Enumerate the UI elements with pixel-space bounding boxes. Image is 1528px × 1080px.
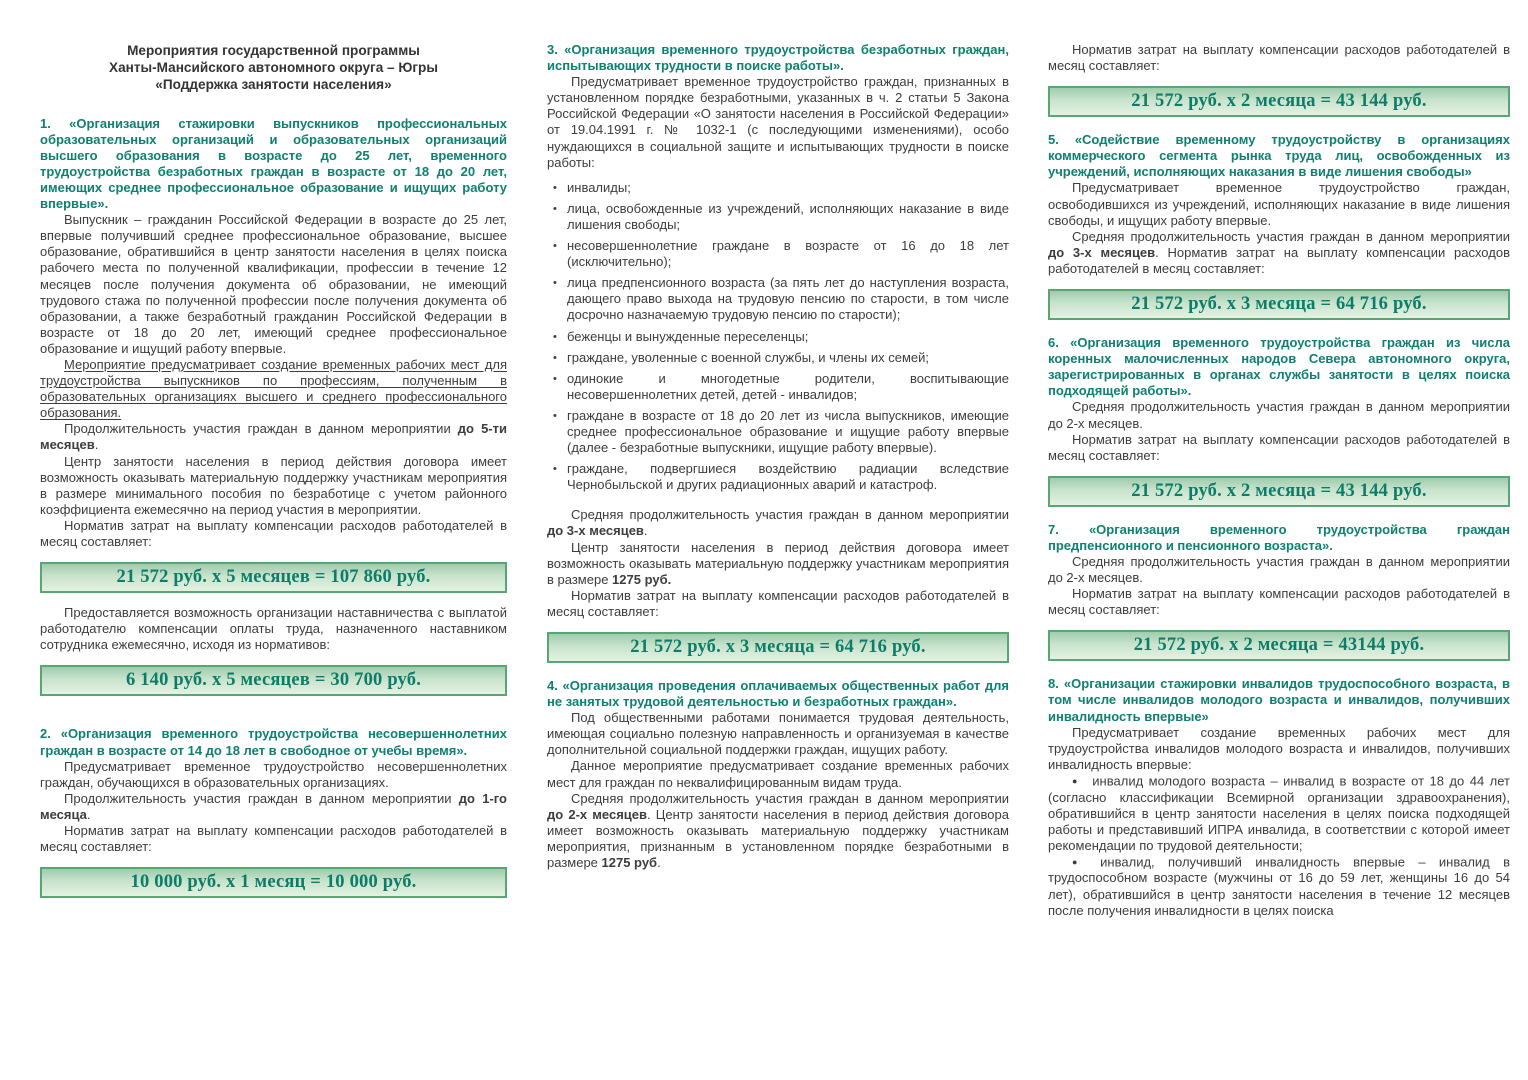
bold-text: до 3-х месяцев — [1048, 244, 1156, 260]
text-segment: Центр занятости населения в период действия договора имеет возможность оказывать материальную поддержку участникам мероприятия в размере — [547, 539, 1009, 587]
list-item-text: беженцы и вынужденные переселенцы; — [567, 328, 809, 344]
list-item-text: граждане, подвергшиеся воздействию радиации вследствие Чернобыльской и других радиационных аварий и катастроф. — [567, 461, 1009, 493]
bold-text: до 5-ти месяцев — [40, 421, 507, 453]
payment-formula-box-3: 10 000 руб. х 1 месяц = 10 000 руб. — [40, 867, 507, 898]
document-title — [40, 42, 507, 94]
section-1-duration-paragraph — [40, 421, 507, 453]
section-5-duration-paragraph — [1048, 229, 1510, 277]
list-item — [547, 275, 1009, 323]
list-item — [547, 180, 1009, 196]
section-4-heading: 4. «Организация проведения оплачиваемых общественных работ для не занятых трудовой деятельностью и безработных граждан». — [547, 678, 1009, 710]
bold-text: 1275 руб — [601, 855, 658, 871]
title-line-3: «Поддержка занятости населения» — [155, 77, 392, 93]
bullet-icon: • — [553, 351, 557, 364]
payment-formula-box-1: 21 572 руб. х 5 месяцев = 107 860 руб. — [40, 562, 507, 593]
section-6-duration-paragraph: Средняя продолжительность участия граждан в данном мероприятии до 2-х месяцев. — [1048, 399, 1510, 431]
section-4-duration-paragraph — [547, 791, 1009, 871]
bullet-icon: • — [553, 277, 557, 290]
section-3-support-paragraph — [547, 540, 1009, 588]
payment-formula-box-4: 21 572 руб. х 3 месяца = 64 716 руб. — [547, 632, 1009, 663]
bullet-icon: • — [553, 409, 557, 422]
section-5-heading: 5. «Содействие временному трудоустройству в организациях коммерческого сегмента рынка труда лиц, освобожденных из учреждений, исполняющих наказания в виде лишения свободы» — [1048, 132, 1510, 180]
list-item-text: инвалиды; — [567, 179, 631, 195]
title-line-1: Мероприятия государственной программы — [127, 43, 420, 58]
section-1-underlined-paragraph: Мероприятие предусматривает создание временных рабочих мест для трудоустройства выпускников по профессиям, полученным в образовательных организациях высшего и среднего профессионального образования. — [40, 357, 507, 421]
text-segment: Продолжительность участия граждан в данном мероприятии — [64, 421, 458, 437]
section-8-description-paragraph: Предусматривает создание временных рабочих мест для трудоустройства инвалидов молодого возраста и инвалидов, получивших инвалидность впервые: — [1048, 724, 1510, 772]
bold-text: до 2-х месяцев — [547, 806, 647, 822]
payment-formula-box-6: 21 572 руб. х 3 месяца = 64 716 руб. — [1048, 289, 1510, 320]
text-segment: Продолжительность участия граждан в данном мероприятии — [64, 790, 459, 806]
list-item-text: граждане в возрасте от 18 до 20 лет из числа выпускников, имеющие среднее профессиональное образование и ищущие работу впервые (далее - безработные выпускники, ищущие работу впервые). — [567, 407, 1009, 456]
column-middle — [547, 42, 1009, 871]
text-segment: Средняя продолжительность участия граждан в данном мероприятии — [571, 790, 1009, 806]
section-4-norm-paragraph: Норматив затрат на выплату компенсации расходов работодателей в месяц составляет: — [1048, 42, 1510, 74]
section-1-support-paragraph: Центр занятости населения в период действия договора имеет возможность оказывать материальную поддержку участникам мероприятия в размере минимального пособия по безработице с учетом районного коэффициента ежемесячно на период участия в мероприятии. — [40, 453, 507, 517]
title-line-2: Ханты-Мансийского автономного округа – Югры — [109, 60, 438, 76]
list-item-text: несовершеннолетние граждане в возрасте от 16 до 18 лет (исключительно); — [567, 238, 1009, 270]
bullet-icon: • — [553, 463, 557, 476]
section-3-norm-paragraph: Норматив затрат на выплату компенсации расходов работодателей в месяц составляет: — [547, 587, 1009, 619]
text-segment: . — [94, 437, 99, 453]
section-2-heading: 2. «Организация временного трудоустройства несовершеннолетних граждан в возрасте от 14 до 18 лет в свободное от учебы время». — [40, 726, 507, 758]
section-1-heading: 1. «Организация стажировки выпускников профессиональных образовательных организаций и образовательных организаций высшего образования в возрасте до 25 лет, временного трудоустройства безработных граждан в возрасте от 18 до 20 лет, имеющих среднее профессиональное образование и ищущих работу впервые». — [40, 115, 507, 212]
list-item — [547, 329, 1009, 345]
bullet-icon: • — [553, 372, 557, 385]
section-3-heading: 3. «Организация временного трудоустройства безработных граждан, испытывающих трудности в поиске работы». — [547, 42, 1009, 74]
list-item-text: лица, освобожденные из учреждений, исполняющих наказание в виде лишения свободы; — [567, 200, 1009, 232]
column-left — [40, 42, 507, 910]
list-item — [1048, 854, 1510, 919]
payment-formula-box-7: 21 572 руб. х 2 месяца = 43 144 руб. — [1048, 476, 1510, 507]
list-item — [547, 408, 1009, 456]
text-segment: . — [86, 806, 91, 822]
section-7-duration-paragraph: Средняя продолжительность участия граждан в данном мероприятии до 2-х месяцев. — [1048, 553, 1510, 586]
section-1-definition-paragraph: Выпускник – гражданин Российской Федерации в возрасте до 25 лет, впервые получивший среднее профессиональное образование, высшее образование, обратившийся в центр занятости населения в целях поиска рабочего места по полученной квалификации, профессии в течение 12 месяцев после получения документа об образовании, не имеющий трудового стажа по полученной профессии после получения документа об образовании, а также безработный гражданин Российской Федерации в возрасте от 18 до 20 лет, имеющий среднее профессиональное образование и ищущий работу впервые. — [40, 212, 507, 356]
section-6-norm-paragraph: Норматив затрат на выплату компенсации расходов работодателей в месяц составляет: — [1048, 431, 1510, 463]
bullet-icon: ● — [1072, 856, 1088, 867]
payment-formula-box-8: 21 572 руб. х 2 месяца = 43144 руб. — [1048, 630, 1510, 661]
section-4-description-paragraph: Данное мероприятие предусматривает создание временных рабочих мест для граждан по неквалифицированным видам труда. — [547, 758, 1009, 790]
list-item — [547, 350, 1009, 366]
text-segment: . Центр занятости населения в период действия договора имеет возможность оказывать материальную поддержку участникам мероприятия, признанным в установленном порядке безработными в размере — [547, 806, 1009, 871]
list-item-text: граждане, уволенные с военной службы, и члены их семей; — [567, 349, 930, 365]
list-item — [547, 371, 1009, 403]
section-3-duration-paragraph — [547, 507, 1009, 539]
section-2-duration-paragraph — [40, 791, 507, 823]
section-2-description-paragraph: Предусматривает временное трудоустройство несовершеннолетних граждан, обучающихся в образовательных организациях. — [40, 758, 507, 790]
text-segment: Средняя продолжительность участия граждан в данном мероприятии — [1072, 228, 1510, 244]
eligible-categories-list — [547, 180, 1009, 494]
section-1-norm-paragraph: Норматив затрат на выплату компенсации расходов работодателей в месяц составляет: — [40, 517, 507, 550]
payment-formula-box-5: 21 572 руб. х 2 месяца = 43 144 руб. — [1048, 86, 1510, 117]
text-segment: . — [643, 523, 648, 539]
bold-text: до 3-х месяцев — [547, 523, 644, 539]
list-item — [547, 238, 1009, 270]
list-item-text: одинокие и многодетные родители, воспитывающие несовершеннолетних детей, детей - инвалидов; — [567, 370, 1009, 402]
list-item — [547, 201, 1009, 233]
bold-text: до 1-го месяца — [40, 790, 507, 822]
list-item-text: инвалид, получивший инвалидность впервые – инвалид в трудоспособном возрасте (мужчины от 16 до 59 лет, женщины 16 до 54 лет), обратившийся в центр занятости населения в течение 12 месяцев после получения инвалидности в целях поиска — [1048, 854, 1511, 918]
section-8-heading: 8. «Организации стажировки инвалидов трудоспособного возраста, в том числе инвалидов молодого возраста и инвалидов, получивших инвалидность впервые» — [1048, 676, 1510, 724]
section-1-mentor-paragraph: Предоставляется возможность организации наставничества с выплатой работодателю компенсации оплаты труда, назначенного наставником сотрудника ежемесячно, исходя из нормативов: — [40, 605, 507, 653]
section-2-norm-paragraph: Норматив затрат на выплату компенсации расходов работодателей в месяц составляет: — [40, 822, 507, 855]
bullet-icon: ● — [1072, 775, 1080, 786]
text-segment: Средняя продолжительность участия граждан в данном мероприятии — [571, 507, 1009, 523]
column-right — [1048, 42, 1510, 919]
list-item — [1048, 773, 1510, 854]
section-3-description-paragraph: Предусматривает временное трудоустройство граждан, признанных в установленном порядке безработными, указанных в ч. 2 статьи 5 Закона Российской Федерации «О занятости населения в Российской Федерации» от 19.04.1991 г. № 1032-1 (с последующими изменениями), особо нуждающихся в социальной защите и испытывающих трудности в поиске работы: — [547, 74, 1009, 170]
section-4-definition-paragraph: Под общественными работами понимается трудовая деятельность, имеющая социально полезную направленность и организуемая в качестве дополнительной социальной поддержки граждан, ищущих работу. — [547, 710, 1009, 758]
bold-text: 1275 руб. — [612, 571, 672, 587]
bullet-icon: • — [553, 240, 557, 253]
section-6-heading: 6. «Организация временного трудоустройства граждан из числа коренных малочисленных народов Севера автономного округа, зарегистрированных в органах службы занятости в целях поиска подходящей работы». — [1048, 335, 1510, 399]
list-item-text: лица предпенсионного возраста (за пять лет до наступления возраста, дающего право выхода на трудовую пенсию по старости, в том числе досрочно назначаемую трудовую пенсию по старости); — [567, 275, 1009, 323]
section-7-norm-paragraph: Норматив затрат на выплату компенсации расходов работодателей в месяц составляет: — [1048, 586, 1510, 618]
text-segment: . — [657, 855, 661, 871]
section-5-description-paragraph: Предусматривает временное трудоустройство граждан, освободившихся из учреждений, исполняющих наказание в виде лишения свободы, и ищущих работу впервые. — [1048, 180, 1510, 228]
section-7-heading: 7. «Организация временного трудоустройства граждан предпенсионного и пенсионного возраста». — [1048, 521, 1510, 553]
bullet-icon: • — [553, 181, 557, 194]
list-item — [547, 461, 1009, 493]
bullet-icon: • — [553, 202, 557, 215]
list-item-text: инвалид молодого возраста – инвалид в возрасте от 18 до 44 лет (согласно классификации Всемирной организации здравоохранения), обратившийся в центр занятости населения в целях поиска подходящей работы и представивший ИПРА инвалида, в соответствии с которой имеет рекомендации по трудовой деятельности; — [1048, 773, 1510, 853]
payment-formula-box-2: 6 140 руб. х 5 месяцев = 30 700 руб. — [40, 665, 507, 696]
bullet-icon: • — [553, 330, 557, 343]
text-segment: . Норматив затрат на выплату компенсации расходов работодателей в месяц составляет: — [1048, 244, 1510, 276]
